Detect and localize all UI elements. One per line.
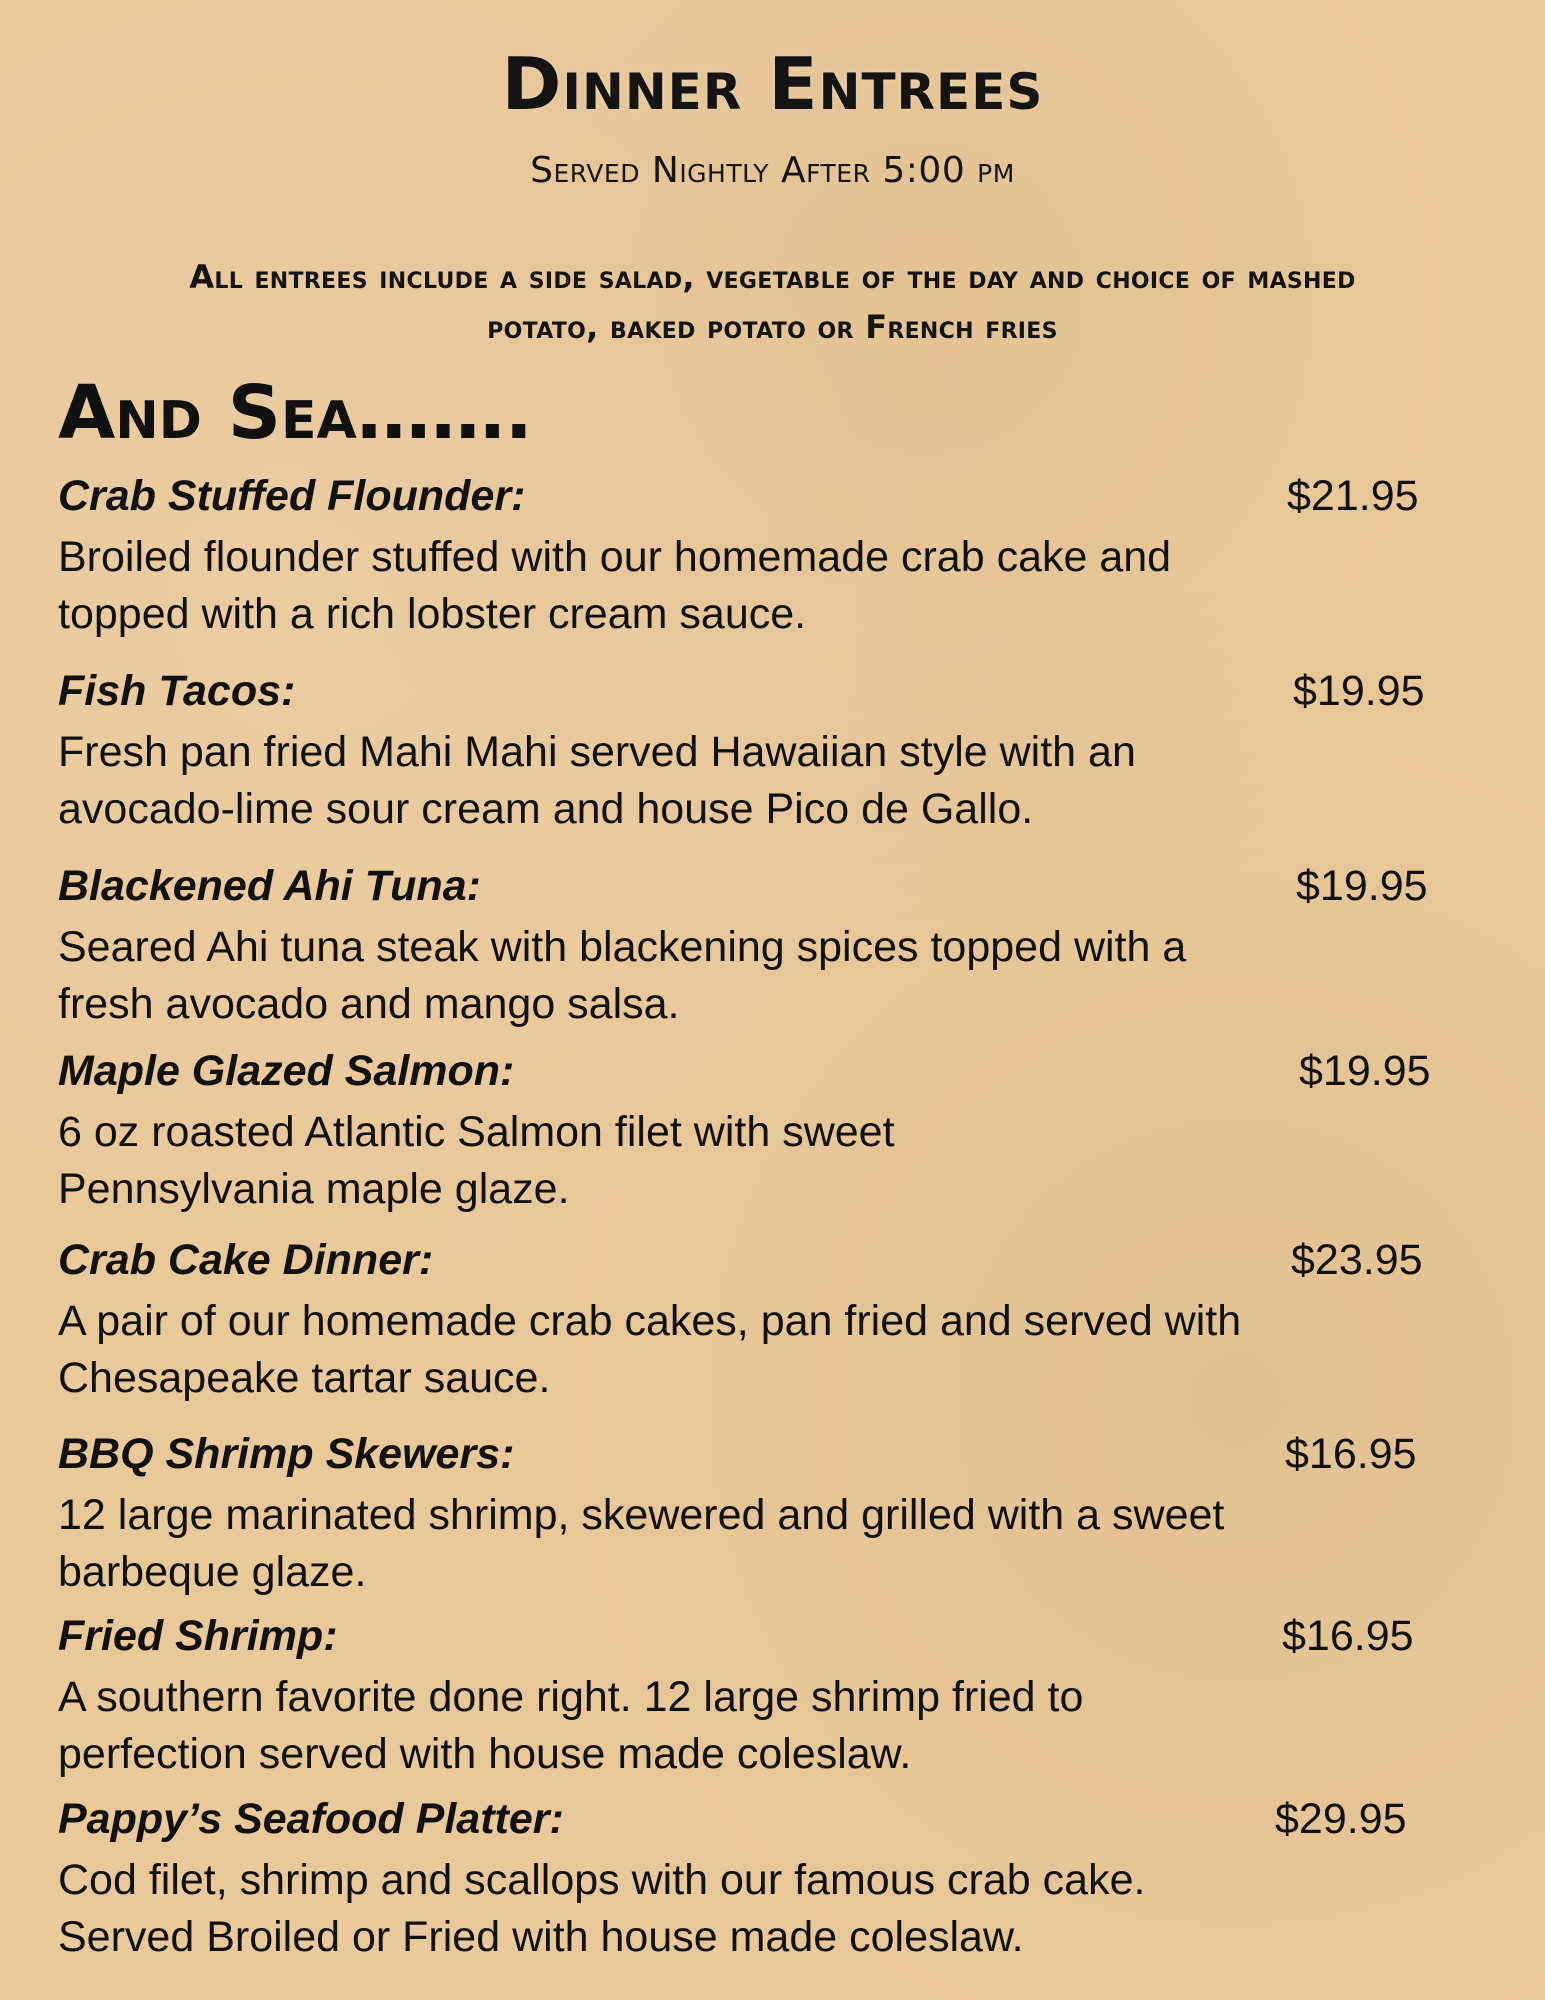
item-description: Cod filet, shrimp and scallops with our famous crab cake. Served Broiled or Fried with house made coleslaw. [58,1856,1146,1961]
item-name: Pappy’s Seafood Platter: [58,1795,564,1843]
item-name: Blackened Ahi Tuna: [58,862,481,910]
item-price: $19.95 [1293,667,1425,715]
item-description: Fresh pan fried Mahi Mahi served Hawaiian style with an avocado-lime sour cream and house Pico de Gallo. [58,728,1136,833]
item-price: $19.95 [1299,1047,1431,1095]
item-name: BBQ Shrimp Skewers: [58,1430,515,1478]
item-description: 12 large marinated shrimp, skewered and grilled with a sweet barbeque glaze. [58,1491,1225,1596]
item-name: Crab Stuffed Flounder: [58,472,526,520]
item-price: $16.95 [1285,1430,1417,1478]
item-description: Broiled flounder stuffed with our homemade crab cake and topped with a rich lobster cream sauce. [58,533,1172,638]
item-name: Maple Glazed Salmon: [58,1047,515,1095]
item-description: A southern favorite done right. 12 large shrimp fried to perfection served with house made coleslaw. [58,1673,1084,1778]
section-title: And Sea……. [58,370,533,456]
item-description: 6 oz roasted Atlantic Salmon filet with sweet Pennsylvania maple glaze. [58,1108,895,1213]
item-name: Fried Shrimp: [58,1612,338,1660]
item-price: $29.95 [1275,1795,1407,1843]
item-description: A pair of our homemade crab cakes, pan fried and served with Chesapeake tartar sauce. [58,1297,1242,1402]
item-description: Seared Ahi tuna steak with blackening spices topped with a fresh avocado and mango salsa. [58,923,1187,1028]
item-price: $19.95 [1296,862,1428,910]
item-name: Fish Tacos: [58,667,296,715]
item-name: Crab Cake Dinner: [58,1236,434,1284]
item-price: $23.95 [1291,1236,1423,1284]
item-price: $21.95 [1287,472,1419,520]
page-title: Dinner Entrees [501,42,1044,126]
entrees-note: All entrees include a side salad, vegetable of the day and choice of mashed potato, baked potato or French fries [189,258,1356,346]
page-subtitle: Served Nightly After 5:00 pm [530,150,1015,191]
item-price: $16.95 [1282,1612,1414,1660]
